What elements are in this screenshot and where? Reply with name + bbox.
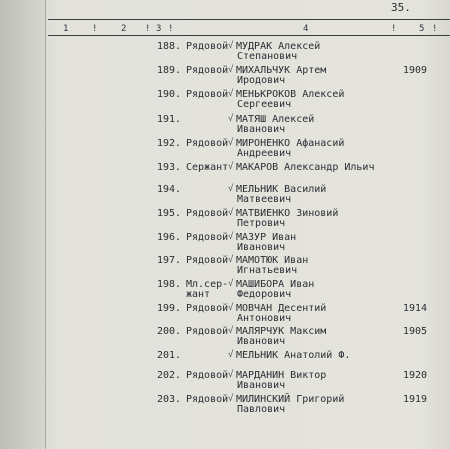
table-row <box>0 89 450 113</box>
rank: Рядовой <box>186 208 229 219</box>
row-number: 202. <box>157 370 182 381</box>
surname-name: МАТЯШ Алексей <box>236 114 315 125</box>
surname-name: МОВЧАН Десентий <box>236 303 327 314</box>
table-row <box>0 114 450 138</box>
column-separator: ! <box>92 24 98 34</box>
table-row <box>0 255 450 279</box>
check-mark: √ <box>228 41 234 51</box>
check-mark: √ <box>228 65 234 75</box>
surname-name: МИЛИНСКИЙ Григорий <box>236 394 345 405</box>
rank: Сержант <box>186 162 229 173</box>
rank: Рядовой <box>186 89 229 100</box>
row-number: 191. <box>157 114 182 125</box>
patronymic: Иванович <box>237 124 286 135</box>
rank: Рядовой <box>186 232 229 243</box>
table-row <box>0 184 450 208</box>
row-number: 198. <box>157 279 182 290</box>
check-mark: √ <box>228 184 234 194</box>
table-row <box>0 162 450 186</box>
check-mark: √ <box>228 303 234 313</box>
header-rule-top <box>48 19 450 20</box>
patronymic: Петрович <box>237 218 286 229</box>
row-number: 195. <box>157 208 182 219</box>
rank: Рядовой <box>186 138 229 149</box>
check-mark: √ <box>228 208 234 218</box>
table-row <box>0 326 450 350</box>
table-row <box>0 394 450 418</box>
check-mark: √ <box>228 162 234 172</box>
birth-year: 1909 <box>403 65 428 76</box>
surname-name: МАШИБОРА Иван <box>236 279 315 290</box>
birth-year: 1905 <box>403 326 428 337</box>
rank: Рядовой <box>186 370 229 381</box>
surname-name: МАРДАНИН Виктор <box>236 370 327 381</box>
table-row <box>0 41 450 65</box>
birth-year: 1914 <box>403 303 428 314</box>
rank: Рядовой <box>186 41 229 52</box>
patronymic: Иродович <box>237 75 286 86</box>
row-number: 188. <box>157 41 182 52</box>
rank-continued: жант <box>186 289 211 300</box>
row-number: 201. <box>157 350 182 361</box>
column-separator: ! <box>168 24 174 34</box>
patronymic: Андреевич <box>237 148 292 159</box>
row-number: 189. <box>157 65 182 76</box>
table-row <box>0 279 450 303</box>
surname-name: МИХАЛЬЧУК Артем <box>236 65 327 76</box>
row-number: 194. <box>157 184 182 195</box>
patronymic: Федорович <box>237 289 292 300</box>
surname-name: МАЗУР Иван <box>236 232 297 243</box>
patronymic: Иванович <box>237 380 286 391</box>
row-number: 203. <box>157 394 182 405</box>
check-mark: √ <box>228 232 234 242</box>
patronymic: Павлович <box>237 404 286 415</box>
row-number: 190. <box>157 89 182 100</box>
patronymic: Иванович <box>237 242 286 253</box>
patronymic: Иванович <box>237 336 286 347</box>
row-number: 196. <box>157 232 182 243</box>
column-separator: ! <box>432 24 438 34</box>
surname-name: МАЛЯРЧУК Максим <box>236 326 327 337</box>
page-number: 35. <box>391 1 411 14</box>
row-number: 197. <box>157 255 182 266</box>
check-mark: √ <box>228 326 234 336</box>
column-header: 3 <box>156 24 162 34</box>
birth-year: 1919 <box>403 394 428 405</box>
rank: Рядовой <box>186 394 229 405</box>
surname-name: МАКАРОВ Александр Ильич <box>236 162 375 173</box>
row-number: 200. <box>157 326 182 337</box>
header-rule-bottom <box>48 35 450 36</box>
table-row <box>0 370 450 394</box>
column-header: 5 <box>419 24 425 34</box>
row-number: 192. <box>157 138 182 149</box>
surname-name: МЕЛЬНИК Василий <box>236 184 327 195</box>
surname-name: МУДРАК Алексей <box>236 41 321 52</box>
surname-name: МИРОНЕНКО Афанасий <box>236 138 345 149</box>
table-row <box>0 232 450 256</box>
check-mark: √ <box>228 350 234 360</box>
rank: Рядовой <box>186 255 229 266</box>
rank: Мл.сер- <box>186 279 229 290</box>
check-mark: √ <box>228 279 234 289</box>
column-separator: ! <box>391 24 397 34</box>
table-row <box>0 65 450 89</box>
table-row <box>0 208 450 232</box>
patronymic: Степанович <box>237 51 298 62</box>
column-header: 2 <box>121 24 127 34</box>
surname-name: МЕЛЬНИК Анатолий Ф. <box>236 350 351 361</box>
check-mark: √ <box>228 114 234 124</box>
column-separator: ! <box>145 24 151 34</box>
surname-name: МЕНЬКРОКОВ Алексей <box>236 89 345 100</box>
check-mark: √ <box>228 138 234 148</box>
patronymic: Антонович <box>237 313 292 324</box>
column-header: 1 <box>63 24 69 34</box>
birth-year: 1920 <box>403 370 428 381</box>
check-mark: √ <box>228 255 234 265</box>
surname-name: МАМОТЮК Иван <box>236 255 309 266</box>
surname-name: МАТВИЕНКО Зиновий <box>236 208 339 219</box>
table-row <box>0 138 450 162</box>
row-number: 193. <box>157 162 182 173</box>
column-header: 4 <box>303 24 309 34</box>
rank: Рядовой <box>186 65 229 76</box>
row-number: 199. <box>157 303 182 314</box>
patronymic: Матвеевич <box>237 194 292 205</box>
check-mark: √ <box>228 394 234 404</box>
check-mark: √ <box>228 89 234 99</box>
rank: Рядовой <box>186 326 229 337</box>
patronymic: Игнатьевич <box>237 265 298 276</box>
patronymic: Сергеевич <box>237 99 292 110</box>
check-mark: √ <box>228 370 234 380</box>
rank: Рядовой <box>186 303 229 314</box>
table-row <box>0 303 450 327</box>
